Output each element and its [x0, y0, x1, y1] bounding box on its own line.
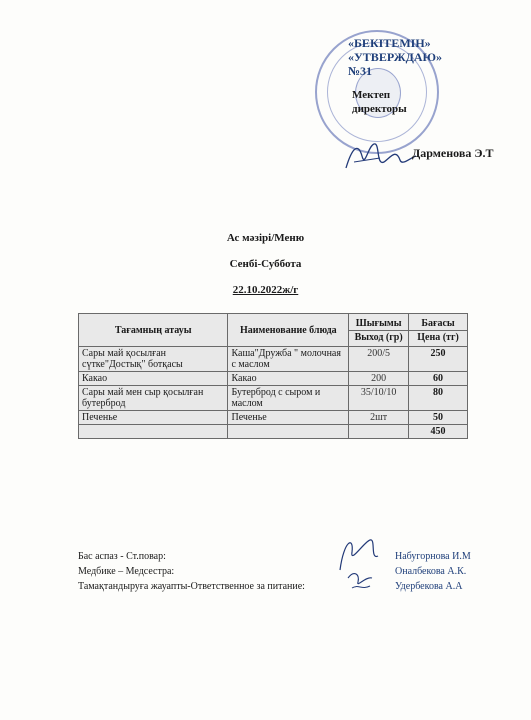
header-ru-name: Наименование блюда: [228, 314, 349, 347]
dish-ru: Каша"Дружба " молочная с маслом: [228, 347, 349, 372]
total-empty-1: [79, 425, 228, 439]
dish-kz: Печенье: [79, 411, 228, 425]
total-empty-3: [349, 425, 409, 439]
menu-date: 22.10.2022ж/г: [232, 284, 299, 296]
dish-kz: Сары май мен сыр қосылған бутерброд: [79, 386, 228, 411]
table-row: [79, 411, 468, 425]
responsible-signatures: [330, 530, 390, 595]
dish-kz: Сары май қосылған сүтке"Достық" ботқасы: [79, 347, 228, 372]
menu-day: Сенбі-Суббота: [229, 258, 302, 270]
header-yield-kz: Шығымы: [355, 317, 402, 329]
cook-name: Набугорнова И.М: [395, 551, 471, 562]
table-total-row: [79, 425, 468, 439]
menu-table: [78, 313, 468, 439]
dish-price: 60: [409, 372, 468, 386]
header-yield-ru: Выход (гр): [349, 330, 408, 344]
approval-kz: «БЕКІТЕМІН»: [348, 36, 431, 50]
responsible-names: [395, 549, 471, 594]
header-kz-name: Тағамның атауы: [79, 314, 228, 347]
dish-yield: 200: [349, 372, 409, 386]
header-price: [409, 314, 468, 347]
cook-label: Бас аспаз - Ст.повар:: [78, 551, 166, 562]
dish-ru: Печенье: [228, 411, 349, 425]
responsible-labels: [78, 549, 305, 594]
director-name: Дарменова Э.Т: [412, 146, 494, 160]
table-row: [79, 372, 468, 386]
responsible-label: Тамақтандыруға жауапты-Ответственное за питание:: [78, 581, 305, 592]
dish-kz: Какао: [79, 372, 228, 386]
total-price: 450: [409, 425, 468, 439]
table-row: [79, 347, 468, 372]
table-row: [79, 386, 468, 411]
header-yield: [349, 314, 409, 347]
dish-yield: 2шт: [349, 411, 409, 425]
dish-yield: 35/10/10: [349, 386, 409, 411]
total-empty-2: [228, 425, 349, 439]
dish-yield: 200/5: [349, 347, 409, 372]
dish-ru: Какао: [228, 372, 349, 386]
dish-price: 80: [409, 386, 468, 411]
nurse-name: Оналбекова А.К.: [395, 566, 467, 577]
director-title: [352, 88, 407, 116]
header-price-kz: Бағасы: [421, 317, 455, 329]
menu-title: Ас мәзірі/Меню: [226, 232, 305, 244]
director-title-line2: директоры: [352, 103, 407, 115]
school-number: №31: [348, 64, 373, 78]
nurse-label: Медбике – Медсестра:: [78, 566, 175, 577]
director-signature: [340, 138, 420, 174]
dish-ru: Бутерброд с сыром и маслом: [228, 386, 349, 411]
table-header-row: [79, 314, 468, 347]
responsible-name: Удербекова А.А: [395, 581, 463, 592]
approval-block: [348, 36, 528, 78]
approval-ru: «УТВЕРЖДАЮ»: [348, 50, 443, 64]
dish-price: 250: [409, 347, 468, 372]
director-title-line1: Мектеп: [352, 89, 391, 101]
header-price-ru: Цена (тг): [409, 330, 467, 344]
dish-price: 50: [409, 411, 468, 425]
